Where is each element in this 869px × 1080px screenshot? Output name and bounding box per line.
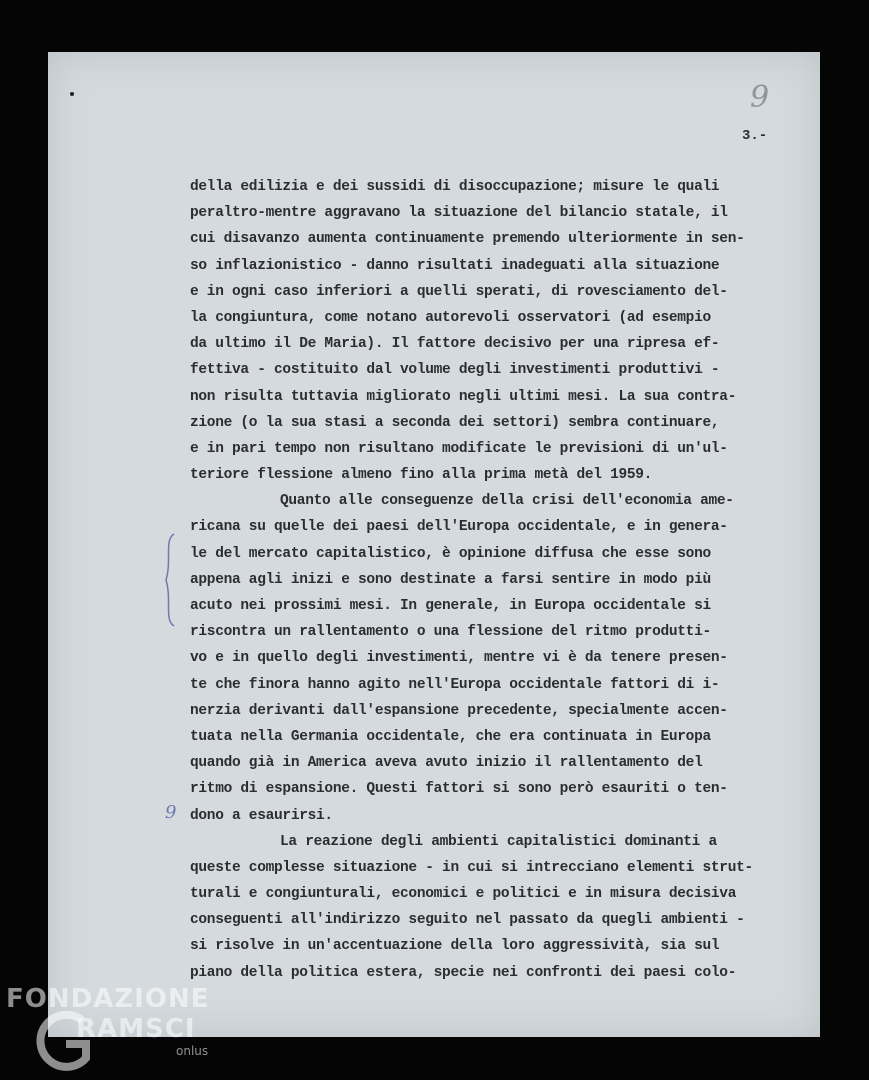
text-line: dono a esaurirsi. bbox=[190, 807, 333, 824]
text-line: si risolve in un'accentuazione della loro aggressività, sia sul bbox=[190, 938, 720, 955]
text-line: della edilizia e dei sussidi di disoccupazione; misure le quali bbox=[190, 179, 720, 195]
watermark bbox=[6, 984, 209, 1058]
typed-page-number: 3.- bbox=[742, 128, 768, 144]
ink-mark bbox=[70, 92, 74, 96]
watermark-line1: FONDAZIONE bbox=[6, 984, 210, 1014]
text-line: conseguenti all'indirizzo seguito nel passato da quegli ambienti - bbox=[190, 912, 745, 929]
margin-brace-annotation bbox=[160, 530, 180, 630]
text-line: nerzia derivanti dall'espansione precedente, specialmente accen- bbox=[190, 702, 728, 719]
handwritten-page-number: 9 bbox=[750, 80, 770, 115]
text-line: ricana su quelle dei paesi dell'Europa occidentale, e in genera- bbox=[190, 519, 728, 536]
text-line: cui disavanzo aumenta continuamente premendo ulteriormente in sen- bbox=[190, 231, 745, 248]
text-line: la congiuntura, come notano autorevoli osservatori (ad esempio bbox=[190, 309, 711, 326]
text-line: turali e congiunturali, economici e politici e in misura decisiva bbox=[190, 886, 737, 903]
text-line: zione (o la sua stasi a seconda dei settori) sembra continuare, bbox=[190, 414, 720, 431]
watermark-line2: RAMSCI bbox=[76, 1014, 196, 1044]
text-line: La reazione degli ambienti capitalistici dominanti a bbox=[280, 833, 717, 850]
text-line: le del mercato capitalistico, è opinione diffusa che esse sono bbox=[190, 545, 711, 562]
text-line: piano della politica estera, specie nei confronti dei paesi colo- bbox=[190, 964, 737, 981]
text-line: tuata nella Germania occidentale, che era continuata in Europa bbox=[190, 728, 711, 745]
text-line: appena agli inizi e sono destinate a farsi sentire in modo più bbox=[190, 571, 711, 588]
text-line: ritmo di espansione. Questi fattori si sono però esauriti o ten- bbox=[190, 781, 728, 798]
text-line: e in pari tempo non risultano modificate le previsioni di un'ul- bbox=[190, 440, 728, 457]
text-line: da ultimo il De Maria). Il fattore decisivo per una ripresa ef- bbox=[190, 336, 720, 353]
margin-annotation: 9 bbox=[165, 802, 177, 823]
document-body bbox=[190, 174, 800, 986]
text-line: riscontra un rallentamento o una flessione del ritmo produtti- bbox=[190, 624, 711, 641]
text-line: fettiva - costituito dal volume degli investimenti produttivi - bbox=[190, 362, 720, 379]
text-line: non risulta tuttavia migliorato negli ultimi mesi. La sua contra- bbox=[190, 388, 737, 405]
text-line: so inflazionistico - danno risultati inadeguati alla situazione bbox=[190, 257, 720, 274]
text-line: Quanto alle conseguenze della crisi dell'economia ame- bbox=[280, 493, 734, 510]
text-line: vo e in quello degli investimenti, mentre vi è da tenere presen- bbox=[190, 650, 728, 667]
text-line: queste complesse situazione - in cui si intrecciano elementi strut- bbox=[190, 859, 753, 876]
text-line: acuto nei prossimi mesi. In generale, in Europa occidentale si bbox=[190, 598, 711, 614]
text-line: teriore flessione almeno fino alla prima metà del 1959. bbox=[190, 467, 653, 484]
text-line: peraltro-mentre aggravano la situazione del bilancio statale, il bbox=[190, 205, 728, 222]
text-line: te che finora hanno agito nell'Europa occidentale fattori di i- bbox=[190, 676, 720, 693]
text-line: e in ogni caso inferiori a quelli sperati, di rovesciamento del- bbox=[190, 283, 728, 300]
text-line: quando già in America aveva avuto inizio il rallentamento del bbox=[190, 755, 703, 772]
watermark-line3: onlus bbox=[176, 1044, 209, 1058]
